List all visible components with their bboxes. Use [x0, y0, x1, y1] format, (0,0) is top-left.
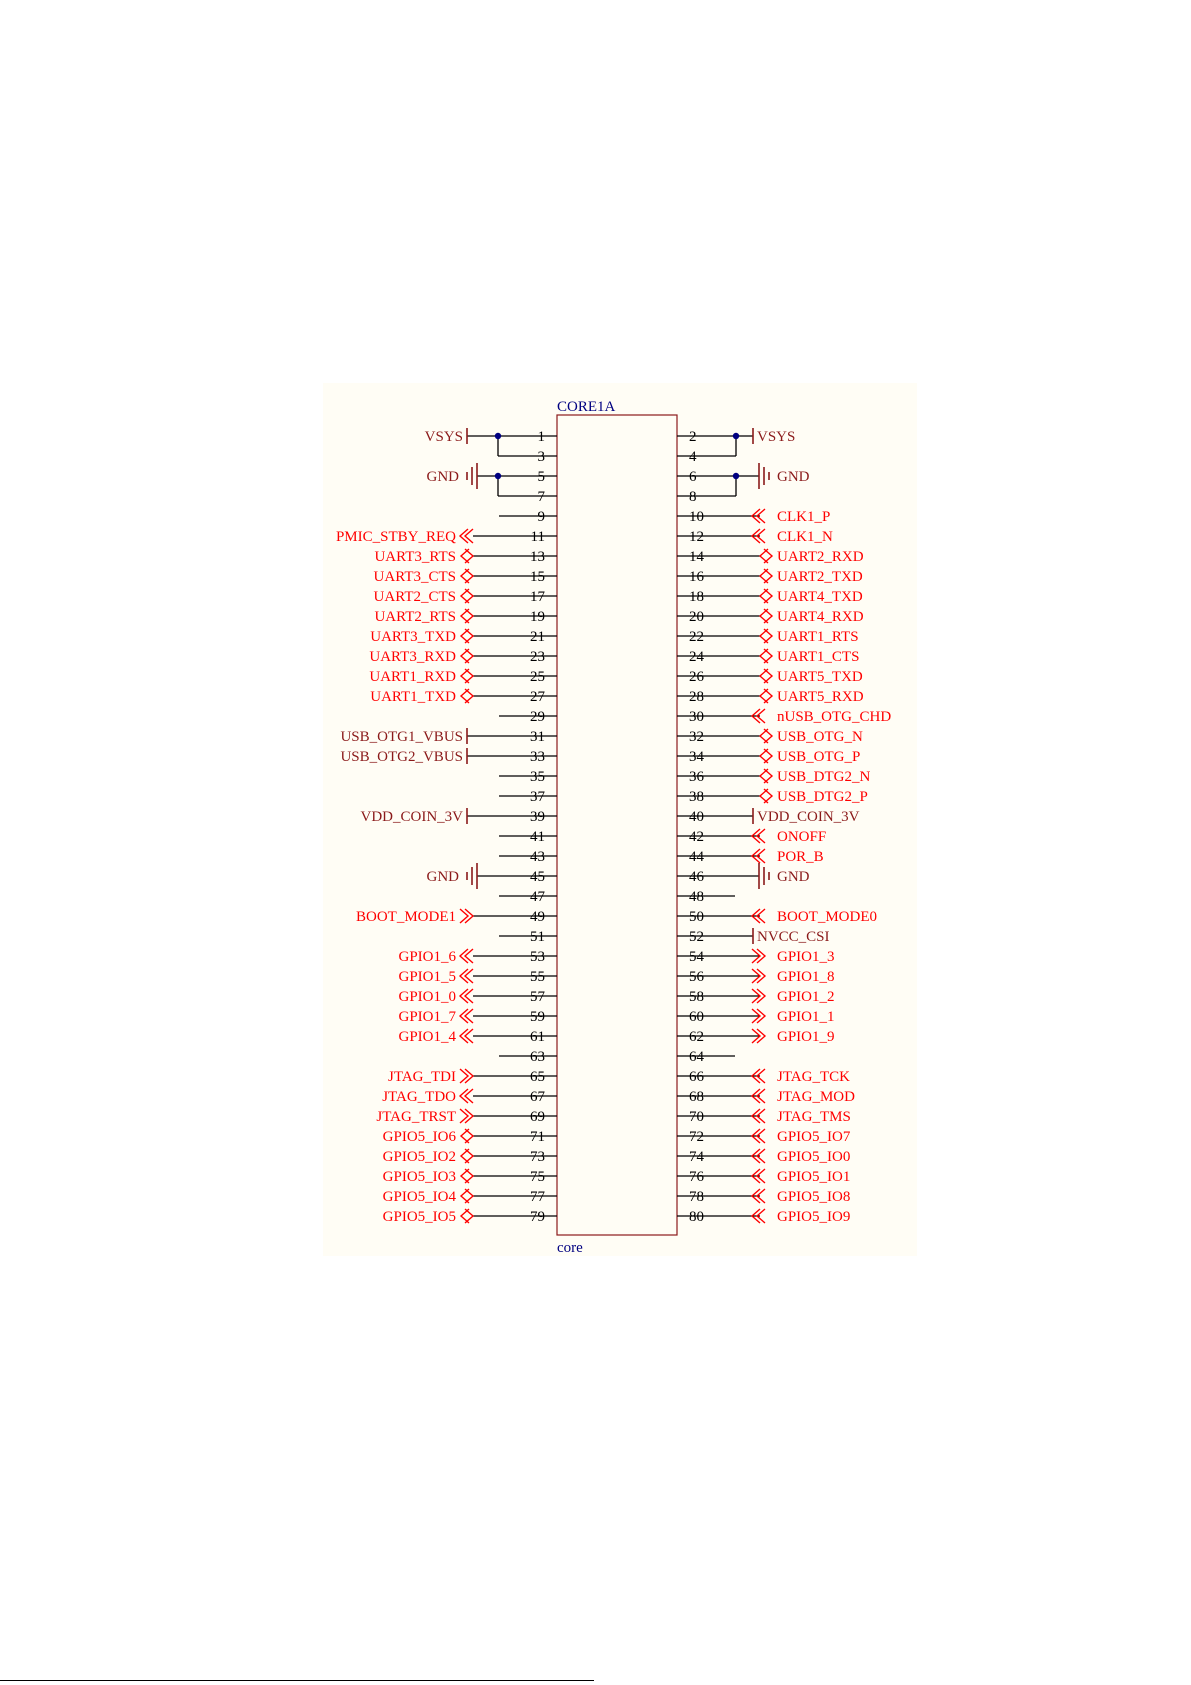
net-label-uart2-cts: UART2_CTS: [373, 589, 456, 605]
pin-78: [677, 1189, 850, 1205]
bidirectional-port-icon: [760, 549, 772, 563]
net-label-pmic-stby-req: PMIC_STBY_REQ: [335, 529, 456, 545]
output-port-icon: [460, 909, 473, 923]
pin-7: [498, 476, 557, 505]
pin-66: [677, 1069, 850, 1085]
net-label-gpio1-8: GPIO1_8: [777, 969, 835, 985]
net-label-gpio5-io9: GPIO5_IO9: [777, 1209, 851, 1225]
pin-56: [677, 969, 835, 985]
pin-37: [499, 789, 557, 805]
pin-number-60: 60: [689, 1009, 704, 1025]
net-label-uart2-rxd: UART2_RXD: [777, 549, 864, 565]
pin-17: [374, 589, 557, 605]
net-label-boot-mode1: BOOT_MODE1: [356, 909, 456, 925]
input-port-icon: [460, 969, 473, 983]
right-pin-column: [677, 428, 891, 1225]
pin-36: [677, 769, 871, 785]
pin-72: [677, 1129, 851, 1145]
net-label-clk1-p: CLK1_P: [777, 509, 831, 525]
pin-number-73: 73: [530, 1149, 545, 1165]
pin-22: [677, 629, 859, 645]
pin-number-39: 39: [530, 809, 545, 825]
net-label-uart1-txd: UART1_TXD: [370, 689, 456, 705]
input-port-icon: [460, 989, 473, 1003]
bidirectional-port-icon: [461, 1209, 473, 1223]
pin-number-66: 66: [689, 1069, 704, 1085]
input-port-icon: [460, 1009, 473, 1023]
pin-30: [677, 709, 891, 725]
pin-number-28: 28: [689, 689, 704, 705]
junction-dot: [733, 433, 739, 439]
net-label-vdd-coin-3v: VDD_COIN_3V: [360, 809, 463, 825]
pin-number-65: 65: [530, 1069, 545, 1085]
pin-number-74: 74: [689, 1149, 704, 1165]
net-label-gnd: GND: [426, 469, 459, 485]
pin-number-75: 75: [530, 1169, 545, 1185]
net-label-por-b: POR_B: [777, 849, 824, 865]
net-label-uart4-rxd: UART4_RXD: [777, 609, 864, 625]
pin-58: [677, 989, 835, 1005]
pin-64: [677, 1049, 735, 1065]
pin-13: [374, 549, 557, 565]
pin-52: [677, 928, 830, 945]
pin-79: [383, 1209, 557, 1225]
input-port-icon: [460, 529, 473, 543]
pin-number-11: 11: [530, 529, 545, 545]
bidirectional-port-icon: [760, 729, 772, 743]
bidirectional-port-icon: [461, 549, 473, 563]
pin-45: [427, 863, 558, 889]
pin-34: [677, 749, 860, 765]
junction-dot: [495, 433, 501, 439]
net-label-jtag-trst: JTAG_TRST: [376, 1109, 456, 1125]
schematic-symbol: [323, 383, 917, 1256]
bidirectional-port-icon: [461, 589, 473, 603]
pin-number-54: 54: [689, 949, 704, 965]
output-port-icon: [460, 1109, 473, 1123]
net-label-jtag-mod: JTAG_MOD: [777, 1089, 855, 1105]
pin-number-78: 78: [689, 1189, 704, 1205]
pin-number-42: 42: [689, 829, 704, 845]
pin-number-22: 22: [689, 629, 704, 645]
pin-number-68: 68: [689, 1089, 704, 1105]
pin-73: [383, 1149, 557, 1165]
pin-67: [382, 1089, 557, 1105]
pin-11: [336, 529, 557, 545]
pin-32: [677, 729, 863, 745]
pin-number-31: 31: [530, 729, 545, 745]
net-label-vsys: VSYS: [424, 429, 463, 445]
pin-number-12: 12: [689, 529, 704, 545]
bidirectional-port-icon: [461, 649, 473, 663]
bidirectional-port-icon: [760, 589, 772, 603]
net-label-uart1-rxd: UART1_RXD: [369, 669, 456, 685]
pin-number-2: 2: [689, 429, 697, 445]
net-label-gnd: GND: [426, 869, 459, 885]
net-label-usb-otg1-vbus: USB_OTG1_VBUS: [340, 729, 463, 745]
bidirectional-port-icon: [461, 629, 473, 643]
net-label-gpio5-io5: GPIO5_IO5: [382, 1209, 456, 1225]
pin-65: [388, 1069, 557, 1085]
pin-number-57: 57: [530, 989, 545, 1005]
input-port-icon: [460, 949, 473, 963]
pin-57: [398, 989, 557, 1005]
pin-number-56: 56: [689, 969, 704, 985]
bidirectional-port-icon: [760, 749, 772, 763]
bidirectional-port-icon: [461, 669, 473, 683]
net-label-gpio5-io3: GPIO5_IO3: [382, 1169, 456, 1185]
bidirectional-port-icon: [760, 569, 772, 583]
ground-icon: [759, 463, 769, 489]
pin-4: [677, 436, 736, 465]
pin-18: [677, 589, 863, 605]
pin-number-17: 17: [530, 589, 545, 605]
pin-38: [677, 789, 868, 805]
net-label-gnd: GND: [777, 469, 810, 485]
pin-number-4: 4: [689, 449, 697, 465]
pin-number-21: 21: [530, 629, 545, 645]
pin-20: [677, 609, 864, 625]
net-label-gpio5-io4: GPIO5_IO4: [382, 1189, 456, 1205]
net-label-vsys: VSYS: [757, 429, 796, 445]
pin-47: [499, 889, 557, 905]
pin-31: [340, 728, 557, 745]
pin-48: [677, 889, 735, 905]
pin-number-52: 52: [689, 929, 704, 945]
net-label-usb-dtg2-p: USB_DTG2_P: [777, 789, 868, 805]
pin-number-55: 55: [530, 969, 545, 985]
left-pin-column: [336, 428, 557, 1225]
net-label-uart5-txd: UART5_TXD: [777, 669, 863, 685]
pin-number-40: 40: [689, 809, 704, 825]
output-port-icon: [460, 1069, 473, 1083]
net-label-usb-otg2-vbus: USB_OTG2_VBUS: [340, 749, 463, 765]
net-label-boot-mode0: BOOT_MODE0: [777, 909, 877, 925]
component-footer: core: [557, 1240, 583, 1256]
net-label-gpio1-6: GPIO1_6: [398, 949, 456, 965]
pin-27: [370, 689, 557, 705]
pin-number-19: 19: [530, 609, 545, 625]
pin-74: [677, 1149, 850, 1165]
pin-number-27: 27: [530, 689, 545, 705]
pin-number-33: 33: [530, 749, 545, 765]
net-label-gpio1-1: GPIO1_1: [777, 1009, 835, 1025]
net-label-vdd-coin-3v: VDD_COIN_3V: [757, 809, 860, 825]
bidirectional-port-icon: [461, 1149, 473, 1163]
pin-number-8: 8: [689, 489, 697, 505]
pin-number-79: 79: [530, 1209, 545, 1225]
pin-number-45: 45: [530, 869, 545, 885]
pin-number-53: 53: [530, 949, 545, 965]
net-label-uart2-rts: UART2_RTS: [374, 609, 456, 625]
net-label-usb-dtg2-n: USB_DTG2_N: [777, 769, 871, 785]
bidirectional-port-icon: [461, 609, 473, 623]
net-label-uart3-rts: UART3_RTS: [374, 549, 456, 565]
pin-9: [499, 509, 557, 525]
pin-number-69: 69: [530, 1109, 545, 1125]
pin-number-63: 63: [530, 1049, 545, 1065]
pin-number-5: 5: [537, 469, 545, 485]
pin-number-23: 23: [530, 649, 545, 665]
pin-14: [677, 549, 864, 565]
ground-icon: [759, 863, 769, 889]
component-body: [557, 415, 677, 1235]
pin-76: [677, 1169, 850, 1185]
pin-number-70: 70: [689, 1109, 704, 1125]
pin-number-15: 15: [530, 569, 545, 585]
bidirectional-port-icon: [760, 649, 772, 663]
pin-51: [499, 929, 557, 945]
bidirectional-port-icon: [461, 1169, 473, 1183]
pin-number-9: 9: [537, 509, 545, 525]
ground-icon: [467, 463, 477, 489]
bidirectional-port-icon: [760, 669, 772, 683]
net-label-onoff: ONOFF: [777, 829, 827, 845]
pin-46: [677, 863, 810, 889]
pin-42: [677, 829, 826, 845]
pin-number-62: 62: [689, 1029, 704, 1045]
pin-77: [383, 1189, 557, 1205]
pin-70: [677, 1109, 851, 1125]
net-label-usb-otg-p: USB_OTG_P: [777, 749, 861, 765]
page-bottom-rule: [0, 1680, 594, 1681]
net-label-gpio1-5: GPIO1_5: [398, 969, 456, 985]
net-label-jtag-tck: JTAG_TCK: [777, 1069, 850, 1085]
pin-19: [374, 609, 557, 625]
pin-number-58: 58: [689, 989, 704, 1005]
pin-53: [398, 949, 557, 965]
bidirectional-port-icon: [760, 609, 772, 623]
pin-35: [499, 769, 557, 785]
pin-25: [369, 669, 557, 685]
pin-number-48: 48: [689, 889, 704, 905]
pin-number-14: 14: [689, 549, 704, 565]
net-label-usb-otg-n: USB_OTG_N: [777, 729, 863, 745]
pin-6: [677, 463, 810, 489]
pin-number-67: 67: [530, 1089, 545, 1105]
pin-number-71: 71: [530, 1129, 545, 1145]
pin-41: [499, 829, 557, 845]
bidirectional-port-icon: [461, 1189, 473, 1203]
pin-49: [356, 909, 557, 925]
pin-number-3: 3: [537, 449, 545, 465]
pin-number-50: 50: [689, 909, 704, 925]
net-label-uart5-rxd: UART5_RXD: [777, 689, 864, 705]
net-label-jtag-tms: JTAG_TMS: [777, 1109, 851, 1125]
junction-dot: [733, 473, 739, 479]
bidirectional-port-icon: [461, 569, 473, 583]
pin-number-61: 61: [530, 1029, 545, 1045]
pin-40: [677, 808, 860, 825]
pin-80: [677, 1209, 850, 1225]
pin-39: [361, 808, 558, 825]
pin-number-59: 59: [530, 1009, 545, 1025]
component-designator: CORE1A: [557, 399, 616, 415]
bidirectional-port-icon: [760, 789, 772, 803]
net-label-jtag-tdi: JTAG_TDI: [388, 1069, 456, 1085]
pin-24: [677, 649, 859, 665]
pin-number-1: 1: [537, 429, 545, 445]
net-label-clk1-n: CLK1_N: [777, 529, 833, 545]
pin-16: [677, 569, 863, 585]
net-label-gpio5-io2: GPIO5_IO2: [382, 1149, 456, 1165]
schematic-sheet: [323, 383, 917, 1256]
pin-number-49: 49: [530, 909, 545, 925]
pin-number-25: 25: [530, 669, 545, 685]
net-label-gpio5-io1: GPIO5_IO1: [777, 1169, 851, 1185]
net-label-gpio1-3: GPIO1_3: [777, 949, 835, 965]
pin-number-76: 76: [689, 1169, 704, 1185]
pin-number-47: 47: [530, 889, 545, 905]
bidirectional-port-icon: [461, 1129, 473, 1143]
net-label-uart1-cts: UART1_CTS: [777, 649, 860, 665]
net-label-uart3-cts: UART3_CTS: [373, 569, 456, 585]
bidirectional-port-icon: [760, 769, 772, 783]
net-label-gnd: GND: [777, 869, 810, 885]
pin-number-77: 77: [530, 1189, 545, 1205]
pin-number-34: 34: [689, 749, 704, 765]
pin-21: [370, 629, 557, 645]
net-label-nvcc-csi: NVCC_CSI: [757, 929, 830, 945]
pin-number-41: 41: [530, 829, 545, 845]
net-label-gpio5-io6: GPIO5_IO6: [382, 1129, 456, 1145]
net-label-gpio1-7: GPIO1_7: [398, 1009, 456, 1025]
net-label-gpio1-2: GPIO1_2: [777, 989, 835, 1005]
pin-number-20: 20: [689, 609, 704, 625]
pin-number-32: 32: [689, 729, 704, 745]
junction-dot: [495, 473, 501, 479]
pin-63: [499, 1049, 557, 1065]
net-label-jtag-tdo: JTAG_TDO: [382, 1089, 456, 1105]
pin-number-37: 37: [530, 789, 545, 805]
pin-number-18: 18: [689, 589, 704, 605]
net-label-uart1-rts: UART1_RTS: [777, 629, 859, 645]
pin-8: [677, 476, 736, 505]
pin-number-29: 29: [530, 709, 545, 725]
pin-number-13: 13: [530, 549, 545, 565]
pin-71: [383, 1129, 557, 1145]
pin-10: [677, 509, 830, 525]
input-port-icon: [460, 1029, 473, 1043]
pin-number-6: 6: [689, 469, 697, 485]
pin-43: [499, 849, 557, 865]
input-port-icon: [460, 1089, 473, 1103]
pin-29: [499, 709, 557, 725]
net-label-uart3-rxd: UART3_RXD: [369, 649, 456, 665]
pin-68: [677, 1089, 855, 1105]
pin-number-46: 46: [689, 869, 704, 885]
pin-44: [677, 849, 824, 865]
pin-number-43: 43: [530, 849, 545, 865]
net-label-gpio1-4: GPIO1_4: [398, 1029, 456, 1045]
pin-5: [427, 463, 558, 489]
bidirectional-port-icon: [760, 629, 772, 643]
pin-number-26: 26: [689, 669, 704, 685]
pin-number-36: 36: [689, 769, 704, 785]
pin-50: [677, 909, 877, 925]
pin-number-38: 38: [689, 789, 704, 805]
net-label-uart3-txd: UART3_TXD: [370, 629, 456, 645]
ground-icon: [467, 863, 477, 889]
net-label-gpio5-io0: GPIO5_IO0: [777, 1149, 851, 1165]
pin-number-80: 80: [689, 1209, 704, 1225]
pin-1: [425, 428, 557, 445]
pin-number-44: 44: [689, 849, 704, 865]
pin-number-7: 7: [537, 489, 545, 505]
pin-number-35: 35: [530, 769, 545, 785]
pin-28: [677, 689, 864, 705]
pin-55: [398, 969, 557, 985]
pin-number-16: 16: [689, 569, 704, 585]
pin-number-10: 10: [689, 509, 704, 525]
pin-number-24: 24: [689, 649, 704, 665]
pin-26: [677, 669, 863, 685]
pin-54: [677, 949, 835, 965]
pin-number-64: 64: [689, 1049, 704, 1065]
pin-33: [340, 748, 557, 765]
net-label-gpio1-9: GPIO1_9: [777, 1029, 835, 1045]
pin-number-51: 51: [530, 929, 545, 945]
pin-12: [677, 529, 833, 545]
pin-15: [374, 569, 557, 585]
pin-59: [398, 1009, 557, 1025]
pin-number-30: 30: [689, 709, 704, 725]
pin-60: [677, 1009, 835, 1025]
pin-number-72: 72: [689, 1129, 704, 1145]
bidirectional-port-icon: [760, 689, 772, 703]
pin-62: [677, 1029, 835, 1045]
pin-69: [376, 1109, 557, 1125]
net-label-nusb-otg-chd: nUSB_OTG_CHD: [777, 709, 892, 725]
net-label-uart2-txd: UART2_TXD: [777, 569, 863, 585]
net-label-gpio5-io8: GPIO5_IO8: [777, 1189, 851, 1205]
bidirectional-port-icon: [461, 689, 473, 703]
pin-61: [398, 1029, 557, 1045]
pin-3: [498, 436, 557, 465]
net-label-gpio5-io7: GPIO5_IO7: [777, 1129, 851, 1145]
net-label-gpio1-0: GPIO1_0: [398, 989, 456, 1005]
pin-23: [369, 649, 557, 665]
pin-75: [383, 1169, 557, 1185]
net-label-uart4-txd: UART4_TXD: [777, 589, 863, 605]
